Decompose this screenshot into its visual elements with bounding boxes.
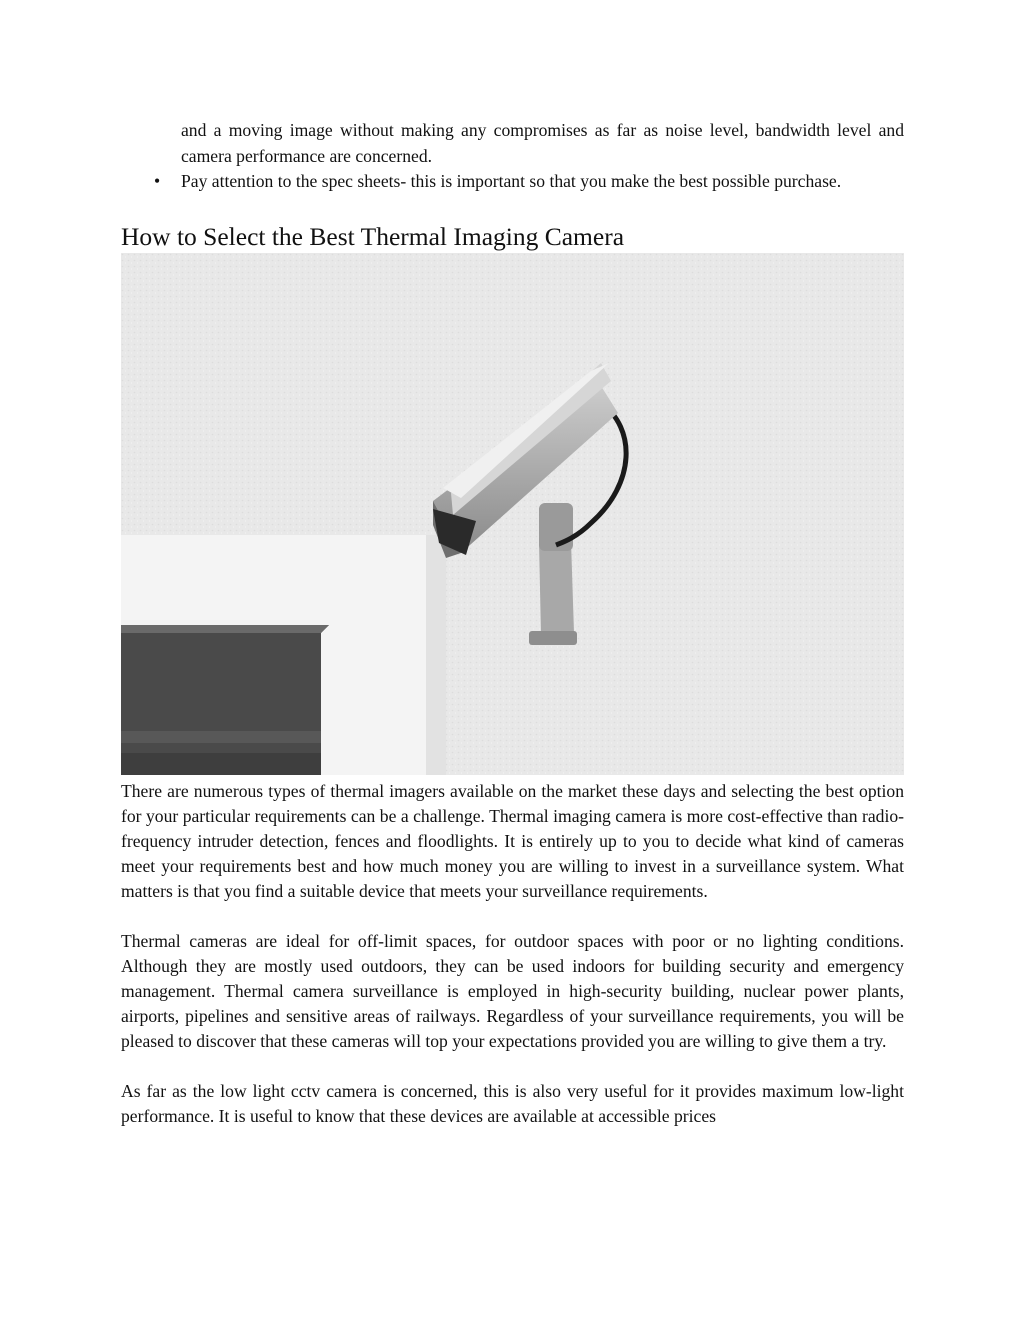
- bullet-continuation: and a moving image without making any compromises as far as noise level, bandwidth level and camera performance are concerned.: [181, 120, 904, 166]
- paragraph-1: There are numerous types of thermal imagers available on the market these days and selecting the best option for your particular requirements can be a challenge. Thermal imaging camera is more cost-effective than radio-frequency intruder detection, fences and floodlights. It is entirely up to you to decide what kind of cameras meet your requirements best and how much money you are willing to invest in a surveillance system. What matters is that you find a suitable device that meets your surveillance requirements.: [121, 780, 904, 901]
- section-heading: How to Select the Best Thermal Imaging Camera: [121, 221, 625, 251]
- paragraph-3: As far as the low light cctv camera is concerned, this is also very useful for it provides maximum low-light performance. It is useful to know that these devices are available at accessible prices: [121, 1080, 904, 1126]
- document-page: [121, 118, 904, 1129]
- security-camera-photo: [121, 253, 904, 775]
- bullet-list: [121, 118, 904, 195]
- bullet-text: Pay attention to the spec sheets- this is important so that you make the best possible purchase.: [181, 171, 842, 191]
- paragraph-2: Thermal cameras are ideal for off-limit spaces, for outdoor spaces with poor or no lighting conditions. Although they are mostly used outdoors, they can be used indoors for building security and emergency management. Thermal camera surveillance is employed in high-security building, nuclear power plants, airports, pipelines and sensitive areas of railways. Regardless of your surveillance requirements, you will be pleased to discover that these cameras will top your expectations provided you are willing to give them a try.: [121, 930, 904, 1051]
- bullet-item: [121, 169, 904, 195]
- bullet-dot-icon: •: [154, 171, 161, 191]
- security-camera-illustration: [121, 253, 904, 775]
